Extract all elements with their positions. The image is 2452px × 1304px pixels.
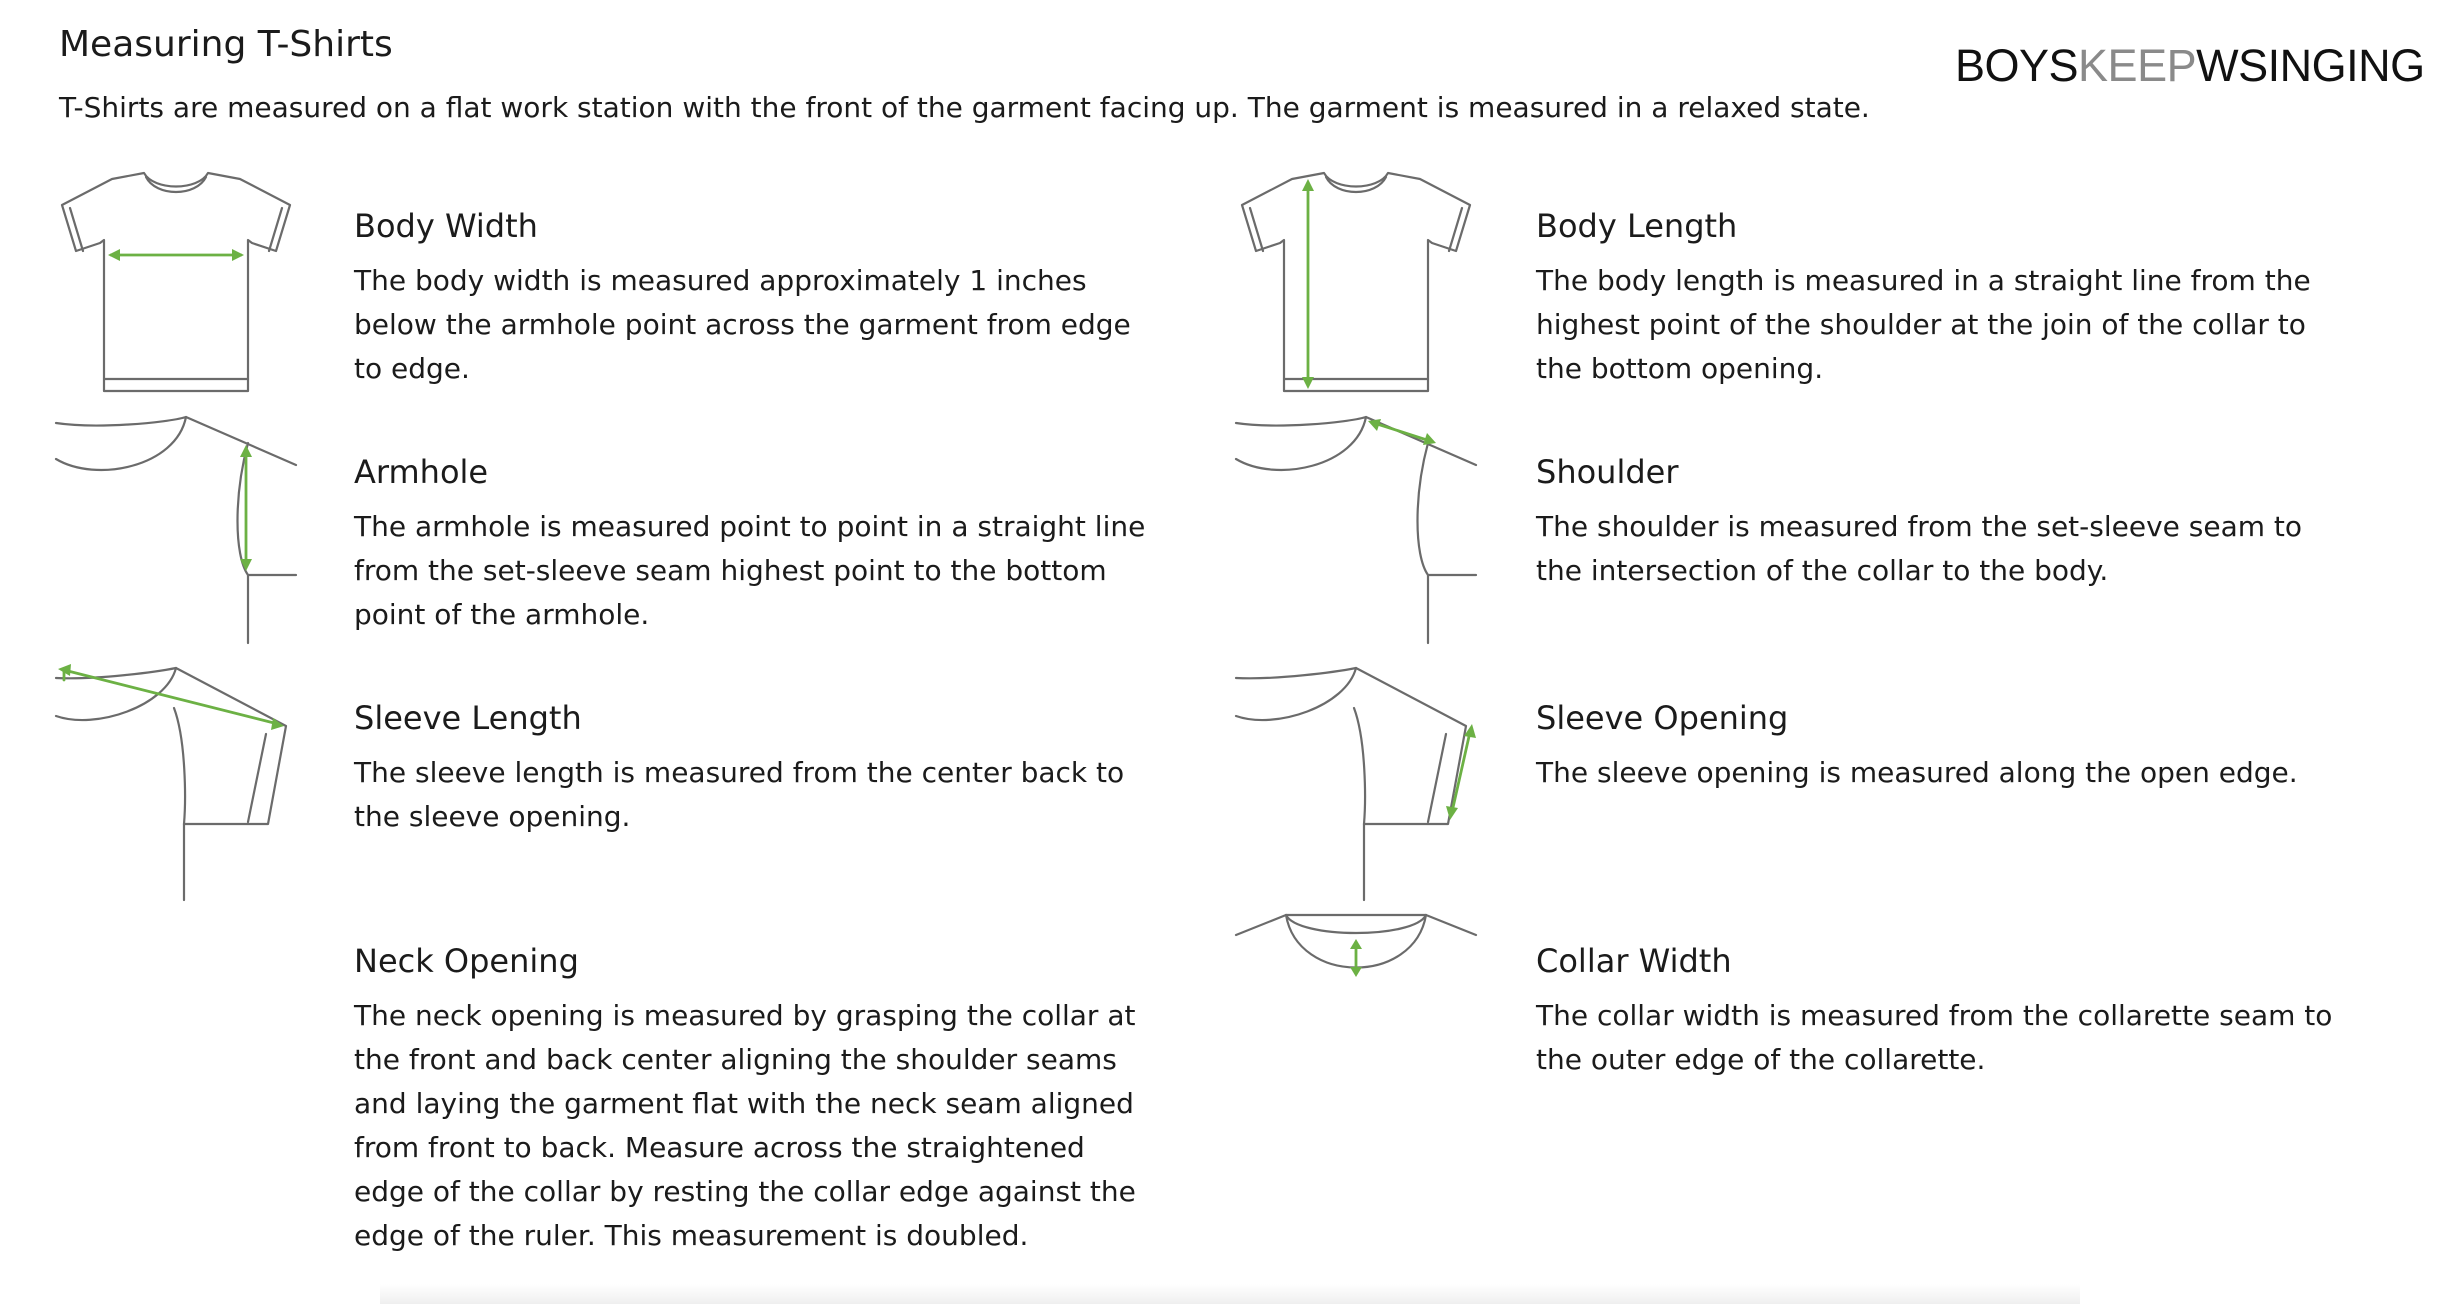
brand-logo-part-3: WSINGING (2196, 40, 2425, 91)
brand-logo-part-2: KEEP (2078, 40, 2197, 91)
armhole-icon (56, 415, 306, 645)
body-width-title: Body Width (354, 207, 538, 245)
sleeve-length-title: Sleeve Length (354, 699, 582, 737)
brand-logo (1955, 40, 2425, 92)
bottom-shadow (380, 1284, 2080, 1304)
sleeve-opening-description: The sleeve opening is measured along the open edge. (1536, 756, 2298, 789)
body-length-description: The body length is measured in a straight line from the highest point of the shoulder at the join of the collar to the bottom opening. (1536, 264, 2311, 385)
collar-width-icon (1236, 905, 1486, 1005)
neck-opening-icon (56, 900, 296, 1130)
sleeve-length-icon (56, 660, 306, 905)
sleeve-length-description: The sleeve length is measured from the center back to the sleeve opening. (354, 756, 1125, 833)
tshirt-body-length-icon (1236, 165, 1476, 395)
shoulder-icon (1236, 415, 1486, 645)
body-width-description: The body width is measured approximately 1 inches below the armhole point across the garment from edge to edge. (354, 264, 1131, 385)
collar-width-description: The collar width is measured from the collarette seam to the outer edge of the collarette. (1536, 999, 2333, 1076)
brand-logo-part-1: BOYS (1955, 40, 2079, 91)
page-title: Measuring T-Shirts (59, 24, 393, 65)
shoulder-description: The shoulder is measured from the set-sleeve seam to the intersection of the collar to the body. (1536, 510, 2303, 587)
armhole-title: Armhole (354, 453, 489, 491)
neck-opening-description: The neck opening is measured by grasping the collar at the front and back center aligning the shoulder seams and laying the garment flat with the neck seam aligned from front to back. Measure across the straightened edge of the collar by resting the collar edge against the edge of the ruler. This measurement is doubled. (354, 999, 1136, 1252)
shoulder-title: Shoulder (1536, 453, 1679, 491)
sleeve-opening-icon (1236, 660, 1486, 905)
tshirt-body-width-icon (56, 165, 296, 395)
intro-text: T-Shirts are measured on a flat work station with the front of the garment facing up. The garment is measured in a relaxed state. (59, 91, 1870, 124)
body-length-title: Body Length (1536, 207, 1738, 245)
sleeve-opening-title: Sleeve Opening (1536, 699, 1789, 737)
collar-width-title: Collar Width (1536, 942, 1732, 980)
armhole-description: The armhole is measured point to point in a straight line from the set-sleeve seam highest point to the bottom point of the armhole. (354, 510, 1146, 631)
neck-opening-title: Neck Opening (354, 942, 579, 980)
